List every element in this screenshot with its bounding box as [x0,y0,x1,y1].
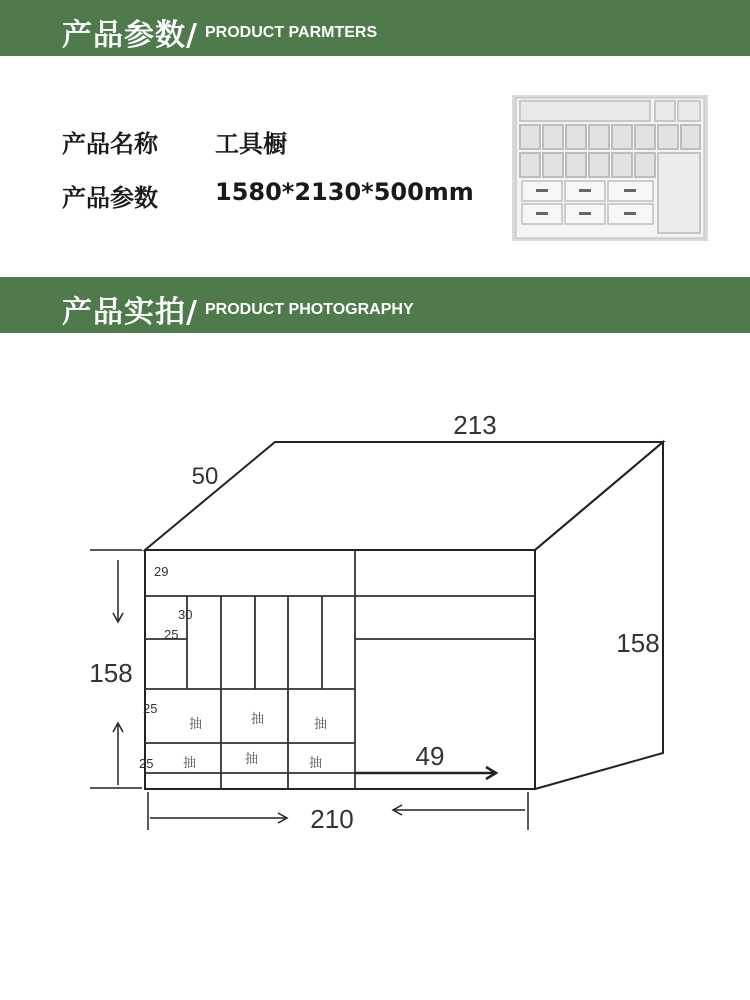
dim-right-section: 49 [415,741,445,771]
drawer-label: 抽 [245,752,259,767]
banner-title-en: PRODUCT PARMTERS [205,24,378,41]
dim-top-width: 213 [453,410,497,440]
dimension-sketch [0,380,750,860]
dim-drawer-row2: 25 [139,756,154,771]
product-name-label: 产品名称 [62,130,158,158]
drawer-label: 抽 [251,712,265,727]
drawer-label: 抽 [314,717,328,732]
dim-height-right: 158 [616,628,660,658]
banner-title-zh: 产品实拍/ [62,295,198,330]
section-banner-photo [0,277,750,333]
drawer-label: 抽 [309,756,323,771]
dim-bottom-width: 210 [310,804,354,834]
section-banner-params [0,0,750,56]
banner-title-zh: 产品参数/ [62,18,198,53]
dim-drawer-row1: 25 [143,701,158,716]
product-photo [510,93,710,243]
product-name-value: 工具橱 [215,130,287,158]
banner-title-en: PRODUCT PHOTOGRAPHY [205,301,414,318]
dim-cell-height: 25 [164,627,179,642]
dim-row-top: 29 [154,564,169,579]
drawer-label: 抽 [189,717,203,732]
dim-cell-width: 30 [178,607,193,622]
product-spec-label: 产品参数 [62,184,158,212]
dim-depth: 50 [191,463,219,490]
drawer-label: 抽 [183,756,197,771]
product-spec-value: 1580*2130*500mm [215,178,474,206]
dim-height-left: 158 [89,658,133,688]
